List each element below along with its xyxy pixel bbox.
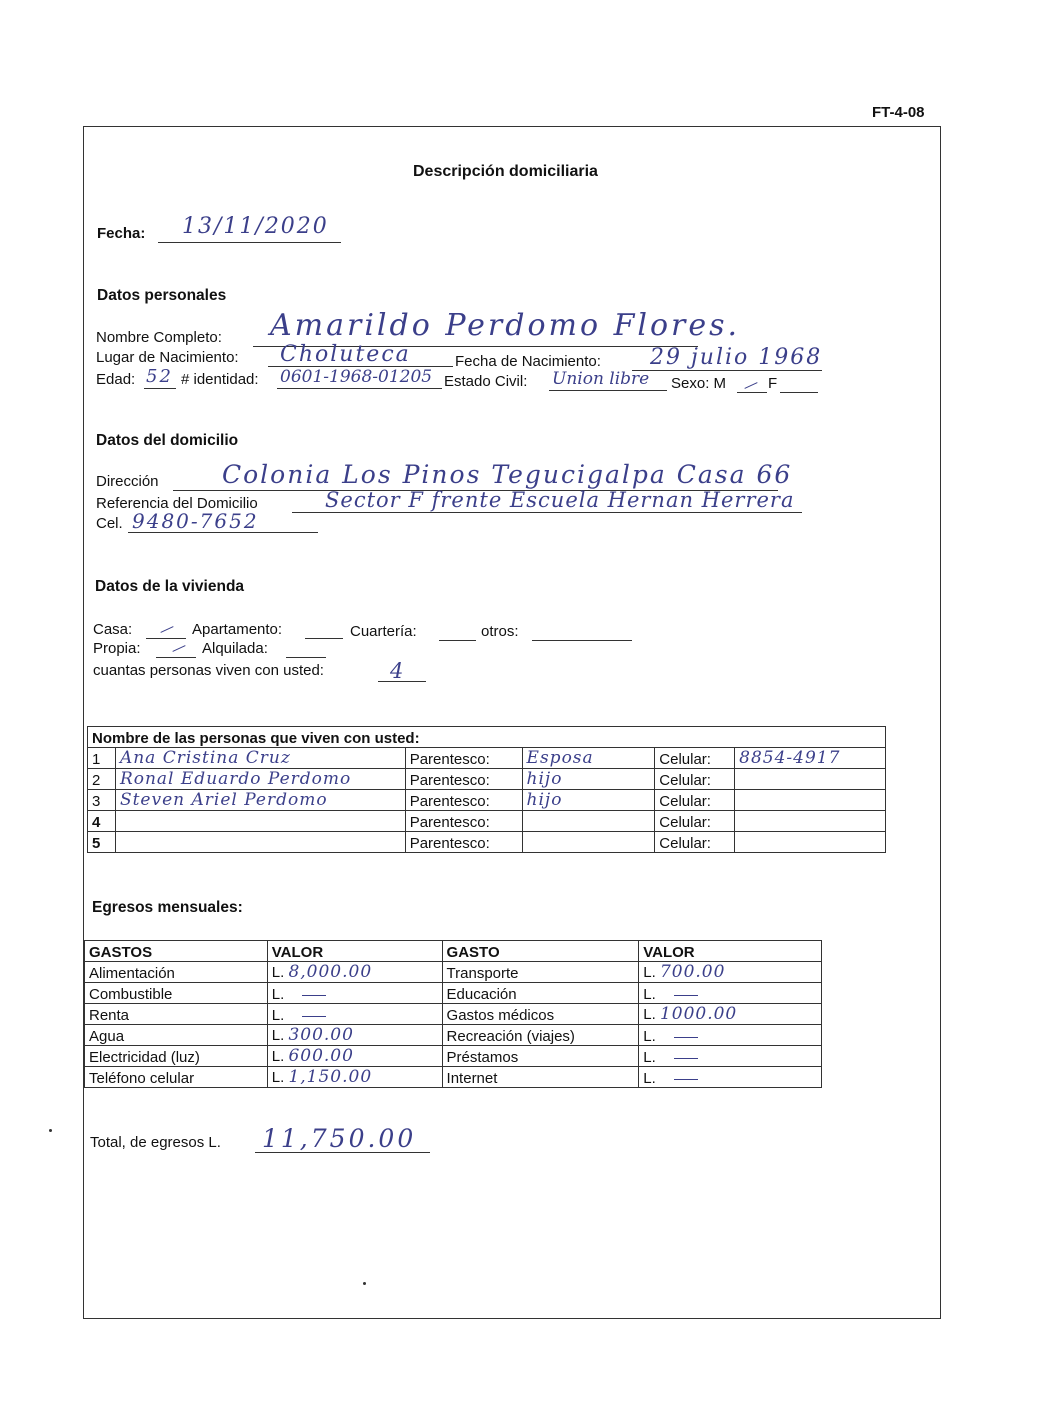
table-row <box>85 1067 822 1088</box>
personas-table-header: Nombre de las personas que viven con usted: <box>88 727 886 748</box>
expense-value[interactable] <box>639 1067 822 1088</box>
celular-label: Celular: <box>655 769 735 790</box>
expense-name: Educación <box>442 983 639 1004</box>
currency-label: L. <box>643 1049 660 1066</box>
parentesco-label: Parentesco: <box>405 811 522 832</box>
nombre-label: Nombre Completo: <box>96 329 222 346</box>
datos-domicilio-heading: Datos del domicilio <box>96 432 239 449</box>
persona-nombre[interactable]: Ana Cristina Cruz <box>115 748 405 769</box>
table-row <box>88 811 886 832</box>
col-gasto: GASTO <box>442 941 639 962</box>
datos-personales-heading: Datos personales <box>97 287 227 304</box>
referencia-underline <box>292 512 802 513</box>
currency-label: L. <box>643 964 660 981</box>
currency-label: L. <box>643 986 660 1003</box>
table-row <box>88 769 886 790</box>
form-title: Descripción domiciliaria <box>413 163 598 180</box>
expense-name: Transporte <box>442 962 639 983</box>
egresos-table <box>84 940 822 1088</box>
empty-amount-dash[interactable] <box>302 1016 326 1017</box>
expense-value[interactable] <box>267 1025 442 1046</box>
empty-amount-dash[interactable] <box>674 1037 698 1038</box>
col-valor: VALOR <box>267 941 442 962</box>
personas-value[interactable]: 4 <box>390 659 406 683</box>
currency-label: L. <box>643 1006 660 1023</box>
celular-label: Celular: <box>655 832 735 853</box>
referencia-label: Referencia del Domicilio <box>96 495 258 512</box>
parentesco-label: Parentesco: <box>405 832 522 853</box>
nombre-value[interactable]: Amarildo Perdomo Flores. <box>270 308 741 343</box>
fecha-underline <box>158 242 341 243</box>
table-row <box>85 983 822 1004</box>
persona-parentesco[interactable] <box>522 832 655 853</box>
persona-celular[interactable] <box>735 832 886 853</box>
expense-value[interactable] <box>639 1004 822 1025</box>
expense-value[interactable] <box>267 962 442 983</box>
empty-amount-dash[interactable] <box>674 1079 698 1080</box>
persona-celular[interactable] <box>735 811 886 832</box>
edad-value[interactable]: 52 <box>146 366 173 387</box>
persona-parentesco[interactable]: hijo <box>522 790 655 811</box>
expense-value[interactable] <box>639 983 822 1004</box>
persona-nombre[interactable] <box>115 832 405 853</box>
table-row <box>88 748 886 769</box>
persona-nombre[interactable]: Steven Ariel Perdomo <box>115 790 405 811</box>
currency-label: L. <box>643 1070 660 1087</box>
sexo-m-label: Sexo: M <box>671 375 727 392</box>
scan-speck <box>363 1282 366 1285</box>
currency-label: L. <box>643 1028 660 1045</box>
lugar-label: Lugar de Nacimiento: <box>96 349 239 366</box>
col-gastos: GASTOS <box>85 941 268 962</box>
empty-amount-dash[interactable] <box>674 1058 698 1059</box>
identidad-value[interactable]: 0601-1968-01205 <box>280 367 433 387</box>
persona-celular[interactable] <box>735 790 886 811</box>
fecha-nac-label: Fecha de Nacimiento: <box>455 353 601 370</box>
currency-label: L. <box>271 986 289 1003</box>
table-row <box>85 1025 822 1046</box>
expense-amount[interactable]: 300.00 <box>288 1025 354 1045</box>
cuarteria-underline <box>439 640 476 641</box>
expense-amount[interactable]: 1,150.00 <box>288 1067 373 1087</box>
total-label: Total, de egresos L. <box>90 1134 221 1151</box>
celular-label: Celular: <box>655 811 735 832</box>
expense-name: Agua <box>85 1025 268 1046</box>
fecha-value[interactable]: 13/11/2020 <box>182 214 329 239</box>
apartamento-label: Apartamento: <box>192 621 283 638</box>
form-code: FT-4-08 <box>872 104 925 121</box>
edad-underline <box>144 388 176 389</box>
casa-underline <box>146 638 186 639</box>
expense-value[interactable] <box>639 962 822 983</box>
expense-name: Electricidad (luz) <box>85 1046 268 1067</box>
parentesco-label: Parentesco: <box>405 790 522 811</box>
parentesco-label: Parentesco: <box>405 748 522 769</box>
expense-name: Alimentación <box>85 962 268 983</box>
expense-value[interactable] <box>639 1046 822 1067</box>
total-value[interactable]: 11,750.00 <box>262 1124 417 1153</box>
persona-nombre[interactable]: Ronal Eduardo Perdomo <box>115 769 405 790</box>
persona-parentesco[interactable]: Esposa <box>522 748 655 769</box>
expense-value[interactable] <box>267 983 442 1004</box>
row-number: 1 <box>88 748 116 769</box>
persona-celular[interactable] <box>735 769 886 790</box>
sexo-f-label: F <box>768 375 778 392</box>
personas-table <box>87 726 886 853</box>
expense-value[interactable] <box>267 1067 442 1088</box>
otros-underline <box>532 640 632 641</box>
table-row <box>85 1046 822 1067</box>
sexo-m-underline <box>737 392 767 393</box>
col-valor-2: VALOR <box>639 941 822 962</box>
personas-label: cuantas personas viven con usted: <box>93 662 324 679</box>
persona-parentesco[interactable] <box>522 811 655 832</box>
row-number: 5 <box>88 832 116 853</box>
identidad-underline <box>277 388 442 389</box>
sexo-f-underline <box>780 392 818 393</box>
datos-vivienda-heading: Datos de la vivienda <box>95 578 245 595</box>
cel-value[interactable]: 9480-7652 <box>132 509 259 533</box>
empty-amount-dash[interactable] <box>302 995 326 996</box>
propia-label: Propia: <box>93 640 141 657</box>
estado-underline <box>549 390 667 391</box>
expense-name: Combustible <box>85 983 268 1004</box>
currency-label: L. <box>271 1027 289 1044</box>
expense-name: Renta <box>85 1004 268 1025</box>
celular-label: Celular: <box>655 790 735 811</box>
row-number: 4 <box>88 811 116 832</box>
otros-label: otros: <box>481 623 519 640</box>
currency-label: L. <box>271 1048 289 1065</box>
empty-amount-dash[interactable] <box>674 995 698 996</box>
lugar-value[interactable]: Choluteca <box>280 342 411 367</box>
currency-label: L. <box>271 964 289 981</box>
direccion-value[interactable]: Colonia Los Pinos Tegucigalpa Casa 66 <box>222 460 793 489</box>
casa-label: Casa: <box>93 621 133 638</box>
table-row <box>85 1004 822 1025</box>
expense-name: Gastos médicos <box>442 1004 639 1025</box>
cuarteria-label: Cuartería: <box>350 623 417 640</box>
fecha-nac-value[interactable]: 29 julio 1968 <box>650 345 823 370</box>
estado-value[interactable]: Union libre <box>552 369 650 389</box>
apartamento-underline <box>305 638 343 639</box>
table-row <box>85 962 822 983</box>
alquilada-underline <box>286 657 326 658</box>
expense-name: Préstamos <box>442 1046 639 1067</box>
expense-amount[interactable]: 700.00 <box>659 962 726 982</box>
fecha-nac-underline <box>632 370 822 371</box>
persona-parentesco[interactable]: hijo <box>522 769 655 790</box>
expense-value[interactable] <box>267 1004 442 1025</box>
table-row <box>88 832 886 853</box>
expense-value[interactable] <box>639 1025 822 1046</box>
edad-label: Edad: <box>96 371 136 388</box>
expense-value[interactable] <box>267 1046 442 1067</box>
referencia-value[interactable]: Sector F frente Escuela Hernan Herrera <box>325 488 795 512</box>
celular-label: Celular: <box>655 748 735 769</box>
row-number: 2 <box>88 769 116 790</box>
scan-speck <box>49 1129 52 1132</box>
expense-amount[interactable]: 600.00 <box>288 1046 354 1066</box>
direccion-label: Dirección <box>96 473 159 490</box>
row-number: 3 <box>88 790 116 811</box>
currency-label: L. <box>271 1069 289 1086</box>
persona-celular[interactable]: 8854-4917 <box>735 748 886 769</box>
cel-label: Cel. <box>96 515 123 532</box>
fecha-label: Fecha: <box>97 225 146 242</box>
expense-amount[interactable]: 1000.00 <box>659 1004 738 1024</box>
expense-amount[interactable]: 8,000.00 <box>288 962 373 982</box>
expense-name: Internet <box>442 1067 639 1088</box>
propia-underline <box>156 657 196 658</box>
table-row <box>88 790 886 811</box>
alquilada-label: Alquilada: <box>202 640 268 657</box>
estado-label: Estado Civil: <box>444 373 528 390</box>
expense-name: Recreación (viajes) <box>442 1025 639 1046</box>
persona-nombre[interactable] <box>115 811 405 832</box>
parentesco-label: Parentesco: <box>405 769 522 790</box>
currency-label: L. <box>271 1007 289 1024</box>
expense-name: Teléfono celular <box>85 1067 268 1088</box>
identidad-label: # identidad: <box>181 371 259 388</box>
egresos-heading: Egresos mensuales: <box>92 899 243 916</box>
